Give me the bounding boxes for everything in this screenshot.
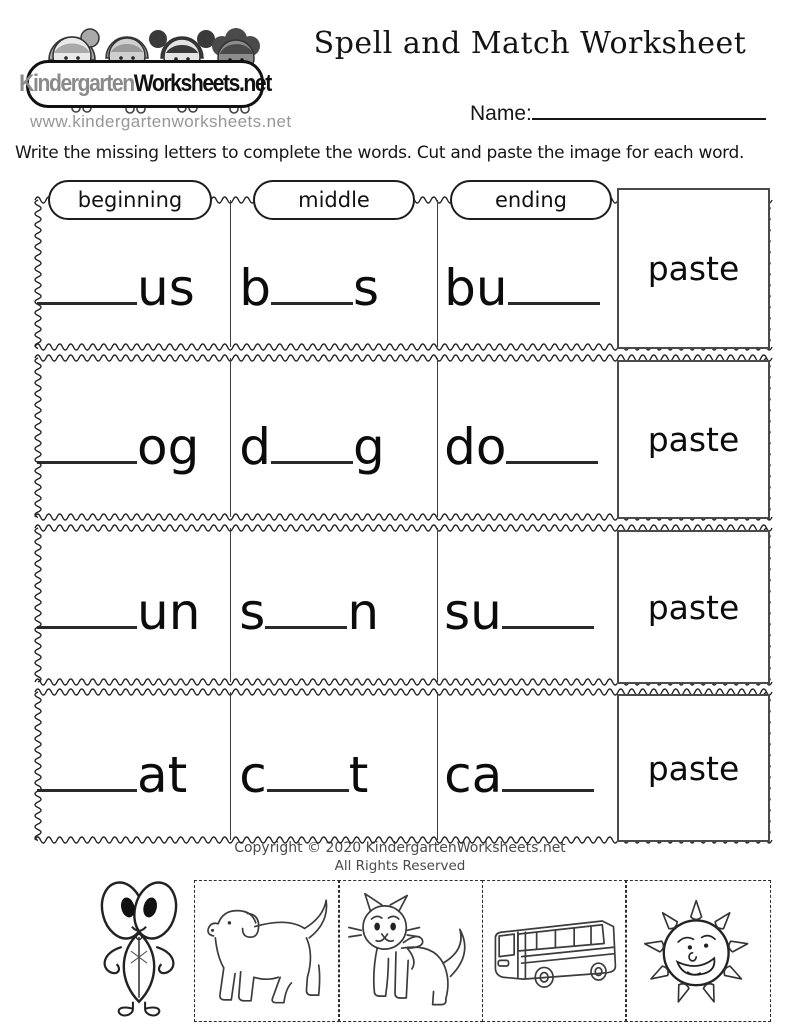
- paste-label: paste: [647, 249, 740, 288]
- cat-image: [345, 888, 477, 1014]
- word-letters: us: [137, 259, 195, 317]
- word-cell-ending: [438, 200, 617, 347]
- paste-label: paste: [647, 420, 740, 459]
- missing-letter-blank: [267, 789, 349, 792]
- cutout-image-row: [194, 880, 771, 1022]
- word-cell-ending: [438, 528, 617, 682]
- paste-label: paste: [647, 587, 740, 627]
- missing-letter-blank: [37, 302, 137, 305]
- bus-image: [486, 891, 622, 1011]
- name-field-row: [470, 102, 766, 126]
- word-cell-beginning: [35, 692, 224, 840]
- word-row-cat: [35, 692, 768, 840]
- word-letters: do: [444, 418, 507, 476]
- site-logo: [19, 12, 271, 122]
- word-row-bus: [35, 188, 768, 347]
- sun-image: [633, 888, 763, 1014]
- paste-box: [617, 530, 770, 684]
- column-header-label: middle: [298, 188, 370, 212]
- word-letters: d: [239, 418, 272, 476]
- column-header-label: ending: [494, 188, 568, 212]
- paste-box: [617, 360, 770, 519]
- missing-letter-blank: [271, 302, 353, 305]
- word-cell-middle: [224, 358, 438, 517]
- paste-box: [617, 188, 770, 349]
- word-letters: ca: [444, 746, 503, 804]
- cutout-box-bus: [482, 880, 628, 1022]
- word-cell-ending: [438, 358, 617, 517]
- copyright-text: Copyright © 2020 KindergartenWorksheets.net: [234, 840, 566, 856]
- word-letters: un: [137, 583, 201, 641]
- word-letters: at: [137, 746, 188, 804]
- scissors-mascot-image: [86, 874, 192, 1022]
- missing-letter-blank: [37, 461, 137, 464]
- column-header-beginning: [48, 180, 212, 220]
- missing-letter-blank: [506, 461, 598, 464]
- word-cell-ending: [438, 692, 617, 840]
- paste-box: [617, 694, 770, 842]
- logo-brand-black: Worksheets.net: [133, 70, 271, 97]
- cutout-box-sun: [625, 880, 771, 1022]
- missing-letter-blank: [502, 626, 594, 629]
- instruction-text: Write the missing letters to complete the words. Cut and paste the image for each word.: [15, 143, 745, 163]
- word-cell-beginning: [35, 200, 224, 347]
- column-header-middle: [253, 180, 415, 220]
- word-letters: s: [353, 259, 380, 317]
- word-letters: b: [239, 259, 272, 317]
- logo-sign: [19, 60, 271, 108]
- word-row-dog: [35, 358, 768, 517]
- logo-brand-gray: Kindergarten: [19, 70, 134, 97]
- missing-letter-blank: [502, 789, 594, 792]
- paste-label: paste: [647, 748, 740, 788]
- word-letters: c: [239, 746, 267, 804]
- website-url: www.kindergartenworksheets.net: [30, 112, 292, 131]
- missing-letter-blank: [37, 789, 137, 792]
- word-cell-beginning: [35, 358, 224, 517]
- column-header-ending: [450, 180, 612, 220]
- word-letters: t: [348, 746, 369, 804]
- word-row-sun: [35, 528, 768, 682]
- word-letters: g: [353, 418, 385, 476]
- cutout-box-dog: [194, 880, 340, 1022]
- word-letters: su: [444, 583, 502, 641]
- word-cell-middle: [224, 200, 438, 347]
- name-label: Name:: [470, 102, 532, 125]
- word-letters: bu: [444, 259, 508, 317]
- page-title: Spell and Match Worksheet: [313, 26, 747, 61]
- missing-letter-blank: [37, 626, 137, 629]
- word-cell-middle: [224, 528, 438, 682]
- missing-letter-blank: [508, 302, 600, 305]
- word-letters: og: [137, 418, 200, 476]
- missing-letter-blank: [265, 626, 347, 629]
- name-blank-line: [532, 118, 766, 120]
- cutout-box-cat: [338, 880, 484, 1022]
- missing-letter-blank: [271, 461, 353, 464]
- column-header-label: beginning: [77, 188, 183, 212]
- word-letters: n: [347, 583, 380, 641]
- word-cell-middle: [224, 692, 438, 840]
- word-cell-beginning: [35, 528, 224, 682]
- rights-text: All Rights Reserved: [334, 858, 466, 874]
- dog-image: [201, 889, 333, 1013]
- word-letters: s: [239, 583, 266, 641]
